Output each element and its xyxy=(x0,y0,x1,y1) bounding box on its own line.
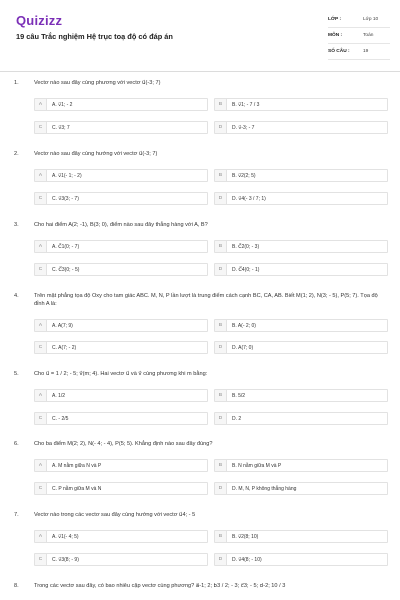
question-number: 5. xyxy=(14,371,19,377)
meta-key: LỚP : xyxy=(328,17,342,22)
option-text: B. v⃗1; - 7 / 3 xyxy=(232,102,260,108)
option-a[interactable] xyxy=(34,319,208,332)
option-b[interactable] xyxy=(214,240,388,253)
meta-value: Toán xyxy=(363,33,374,38)
option-d[interactable] xyxy=(214,121,388,134)
option-c[interactable] xyxy=(34,263,208,276)
question-number: 7. xyxy=(14,512,19,518)
option-text: B. A(- 2; 0) xyxy=(232,323,256,329)
option-d[interactable] xyxy=(214,412,388,425)
option-text: A. v⃗1(- 1; - 2) xyxy=(52,173,82,179)
meta-row-subject xyxy=(328,30,390,44)
option-letter: B xyxy=(215,531,227,542)
option-text: A. 1/2 xyxy=(52,393,66,399)
option-a[interactable] xyxy=(34,530,208,543)
option-b[interactable] xyxy=(214,389,388,402)
option-letter: C xyxy=(35,413,47,424)
option-text: D. 2 xyxy=(232,416,242,422)
option-a[interactable] xyxy=(34,98,208,111)
option-letter: D xyxy=(215,264,227,275)
question-text: Cho hai điểm A(2; -1), B(3; 0), điểm nào sau đây thẳng hàng với A, B? xyxy=(34,222,208,228)
option-text: B. C⃗2(0; - 3) xyxy=(232,244,260,250)
option-text: B. 5/2 xyxy=(232,393,246,399)
option-text: D. C⃗4(0; - 1) xyxy=(232,267,260,273)
option-text: B. v⃗2(2; 5) xyxy=(232,173,256,179)
option-letter: B xyxy=(215,99,227,110)
option-letter: A xyxy=(35,390,47,401)
option-text: A. A(7; 9) xyxy=(52,323,73,329)
option-text: C. - 2/5 xyxy=(52,416,69,422)
meta-row-count xyxy=(328,46,390,60)
option-d[interactable] xyxy=(214,263,388,276)
option-letter: D xyxy=(215,554,227,565)
option-d[interactable] xyxy=(214,192,388,205)
page-header xyxy=(0,0,400,72)
option-text: B. v⃗2(8; 10) xyxy=(232,534,259,540)
option-letter: D xyxy=(215,193,227,204)
option-letter: C xyxy=(35,554,47,565)
option-b[interactable] xyxy=(214,459,388,472)
option-letter: C xyxy=(35,483,47,494)
option-letter: D xyxy=(215,413,227,424)
meta-key: SỐ CÂU : xyxy=(328,49,350,54)
option-letter: A xyxy=(35,531,47,542)
question-text: Cho u⃗ = 1 / 2; - 5; v⃗(m; 4). Hai vectơ u⃗ và v⃗ cùng phương khi m bằng: xyxy=(34,371,208,377)
option-b[interactable] xyxy=(214,530,388,543)
option-c[interactable] xyxy=(34,553,208,566)
option-text: C. A(7; - 2) xyxy=(52,345,77,351)
question-text: Trên mặt phẳng tọa độ Oxy cho tam giác ABC. M, N, P lần lượt là trung điểm cách cạnh BC, CA, AB. Biết M(1; 2), N(3; - 5), P(5; 7). Tọa độ đỉnh A là: xyxy=(34,293,378,307)
question-number: 8. xyxy=(14,583,19,589)
option-a[interactable] xyxy=(34,240,208,253)
option-text: B. N nằm giữa M và P xyxy=(232,463,282,469)
option-letter: B xyxy=(215,390,227,401)
meta-panel xyxy=(328,14,390,62)
option-b[interactable] xyxy=(214,169,388,182)
option-text: C. v⃗3; 7 xyxy=(52,125,70,131)
option-c[interactable] xyxy=(34,192,208,205)
option-letter: A xyxy=(35,241,47,252)
option-letter: A xyxy=(35,99,47,110)
option-letter: D xyxy=(215,122,227,133)
meta-value: 19 xyxy=(363,49,369,54)
option-d[interactable] xyxy=(214,482,388,495)
quizizz-logo: Quizizz xyxy=(16,13,63,28)
option-a[interactable] xyxy=(34,169,208,182)
option-d[interactable] xyxy=(214,553,388,566)
question-text: Vectơ nào sau đây cùng phương với vectơ u⃗(-3; 7) xyxy=(34,80,161,86)
question-text: Vectơ nào sau đây cùng hướng với vectơ u⃗(-3; 7) xyxy=(34,151,158,157)
option-text: D. v⃗4(- 3 / 7; 1) xyxy=(232,196,266,202)
option-text: A. M nằm giữa N và P xyxy=(52,463,102,469)
option-text: C. v⃗3(3; - 7) xyxy=(52,196,79,202)
option-text: D. v⃗4(8; - 10) xyxy=(232,557,262,563)
option-letter: C xyxy=(35,342,47,353)
option-text: A. v⃗1; - 2 xyxy=(52,102,73,108)
option-text: C. C⃗3(0; - 5) xyxy=(52,267,80,273)
option-letter: A xyxy=(35,460,47,471)
question-number: 2. xyxy=(14,151,19,157)
meta-row-class xyxy=(328,14,390,28)
option-a[interactable] xyxy=(34,389,208,402)
question-number: 4. xyxy=(14,293,19,299)
option-text: A. v⃗1(- 4; 5) xyxy=(52,534,79,540)
option-text: C. v⃗3(8; - 9) xyxy=(52,557,79,563)
option-letter: C xyxy=(35,264,47,275)
option-b[interactable] xyxy=(214,319,388,332)
option-letter: A xyxy=(35,170,47,181)
option-letter: A xyxy=(35,320,47,331)
question-number: 3. xyxy=(14,222,19,228)
option-letter: C xyxy=(35,193,47,204)
option-text: A. C⃗1(0; - 7) xyxy=(52,244,80,250)
option-letter: B xyxy=(215,170,227,181)
option-letter: B xyxy=(215,460,227,471)
question-text: Trong các vectơ sau đây, có bao nhiêu cặp vectơ cùng phương? a⃗-1; 2; b⃗3 / 2; - 3; c⃗3; - 5; d⃗-2; 10 / 3 xyxy=(34,583,286,589)
question-text: Cho ba điểm M(2; 2), N(- 4; - 4), P(5; 5). Khẳng định nào sau đây đúng? xyxy=(34,441,213,447)
question-number: 6. xyxy=(14,441,19,447)
option-text: D. v⃗-3; - 7 xyxy=(232,125,255,131)
option-letter: B xyxy=(215,320,227,331)
page-title: 19 câu Trắc nghiệm Hệ trục toạ độ có đáp án xyxy=(16,32,173,41)
option-c[interactable] xyxy=(34,121,208,134)
question-text: Vectơ nào trong các vectơ sau đây cùng hướng với vectơ u⃗4; - 5 xyxy=(34,512,196,518)
option-letter: B xyxy=(215,241,227,252)
option-a[interactable] xyxy=(34,459,208,472)
option-letter: D xyxy=(215,483,227,494)
option-letter: C xyxy=(35,122,47,133)
option-text: D. M, N, P không thẳng hàng xyxy=(232,486,297,492)
option-text: C. P nằm giữa M và N xyxy=(52,486,102,492)
meta-value: Lớp 10 xyxy=(363,17,379,22)
option-c[interactable] xyxy=(34,482,208,495)
option-b[interactable] xyxy=(214,98,388,111)
question-number: 1. xyxy=(14,80,19,86)
option-letter: D xyxy=(215,342,227,353)
option-d[interactable] xyxy=(214,341,388,354)
option-c[interactable] xyxy=(34,412,208,425)
meta-key: MÔN : xyxy=(328,33,343,38)
option-c[interactable] xyxy=(34,341,208,354)
option-text: D. A(7; 0) xyxy=(232,345,254,351)
